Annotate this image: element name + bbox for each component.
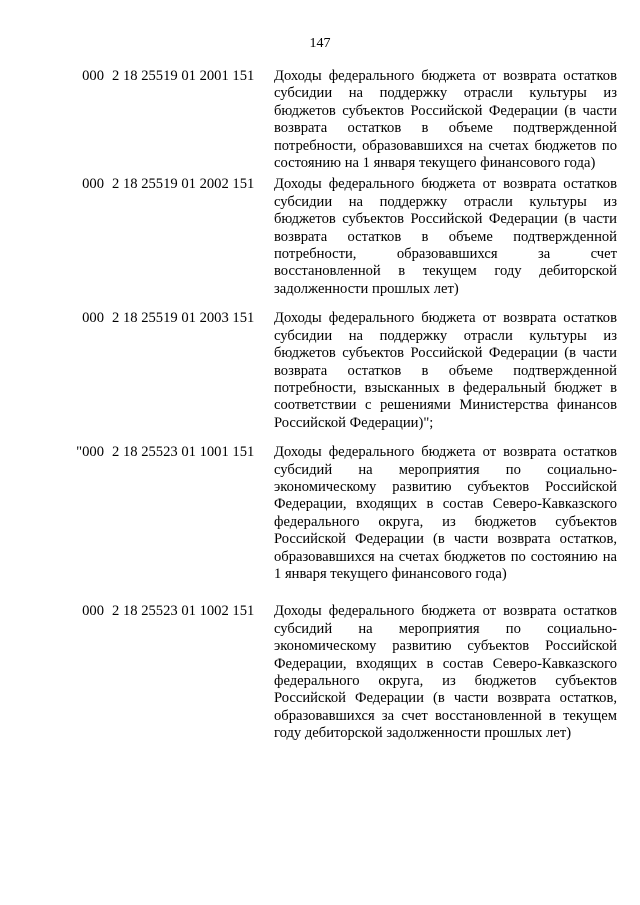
budget-classification-code: 2 18 25523 01 1001 151	[112, 444, 255, 461]
admin-code: 000	[82, 176, 104, 193]
income-description: Доходы федерального бюджета от возврата остатков субсидий на мероприятия по социально-экономическому развитию субъектов Российской Федерации, входящих в состав Северо-Кавказского федерального округа, из бюджетов субъектов Российской Федерации (в части возврата остатков, образовавшихся на счетах бюджетов по состоянию на 1 января текущего финансового года)	[274, 444, 617, 582]
page-number: 147	[309, 36, 331, 51]
budget-classification-code: 2 18 25519 01 2003 151	[112, 310, 255, 327]
table-row	[72, 310, 617, 432]
budget-classification-code: 2 18 25523 01 1002 151	[112, 603, 255, 620]
budget-code-table	[72, 68, 617, 743]
table-row	[72, 603, 617, 742]
income-description: Доходы федерального бюджета от возврата остатков субсидии на поддержку отрасли культуры из бюджетов субъектов Российской Федерации (в части возврата остатков в объеме подтвержденной потребности, образовавшихся на счетах бюджетов по состоянию на 1 января текущего финансового года)	[274, 68, 617, 172]
table-row	[72, 68, 617, 172]
table-row	[72, 444, 617, 583]
income-description: Доходы федерального бюджета от возврата остатков субсидии на поддержку отрасли культуры из бюджетов субъектов Российской Федерации (в части возврата остатков в объеме подтвержденной потребности, образовавшихся за счет восстановленной в текущем году дебиторской задолженности прошлых лет)	[274, 176, 617, 297]
admin-code: 000	[82, 310, 104, 327]
income-description: Доходы федерального бюджета от возврата остатков субсидий на мероприятия по социально-экономическому развитию субъектов Российской Федерации, входящих в состав Северо-Кавказского федерального округа, из бюджетов субъектов Российской Федерации (в части возврата остатков, образовавшихся за счет восстановленной в текущем году дебиторской задолженности прошлых лет)	[274, 603, 617, 742]
budget-classification-code: 2 18 25519 01 2002 151	[112, 176, 255, 193]
admin-code: 000	[82, 68, 104, 84]
admin-code: "000	[76, 444, 104, 461]
budget-classification-code: 2 18 25519 01 2001 151	[112, 68, 255, 84]
income-description: Доходы федерального бюджета от возврата остатков субсидии на поддержку отрасли культуры из бюджетов субъектов Российской Федерации (в части возврата остатков в объеме подтвержденной потребности, взысканных в федеральный бюджет в соответствии с решениями Министерства финансов Российской Федерации)";	[274, 310, 617, 431]
admin-code: 000	[82, 603, 104, 620]
table-row	[72, 176, 617, 298]
